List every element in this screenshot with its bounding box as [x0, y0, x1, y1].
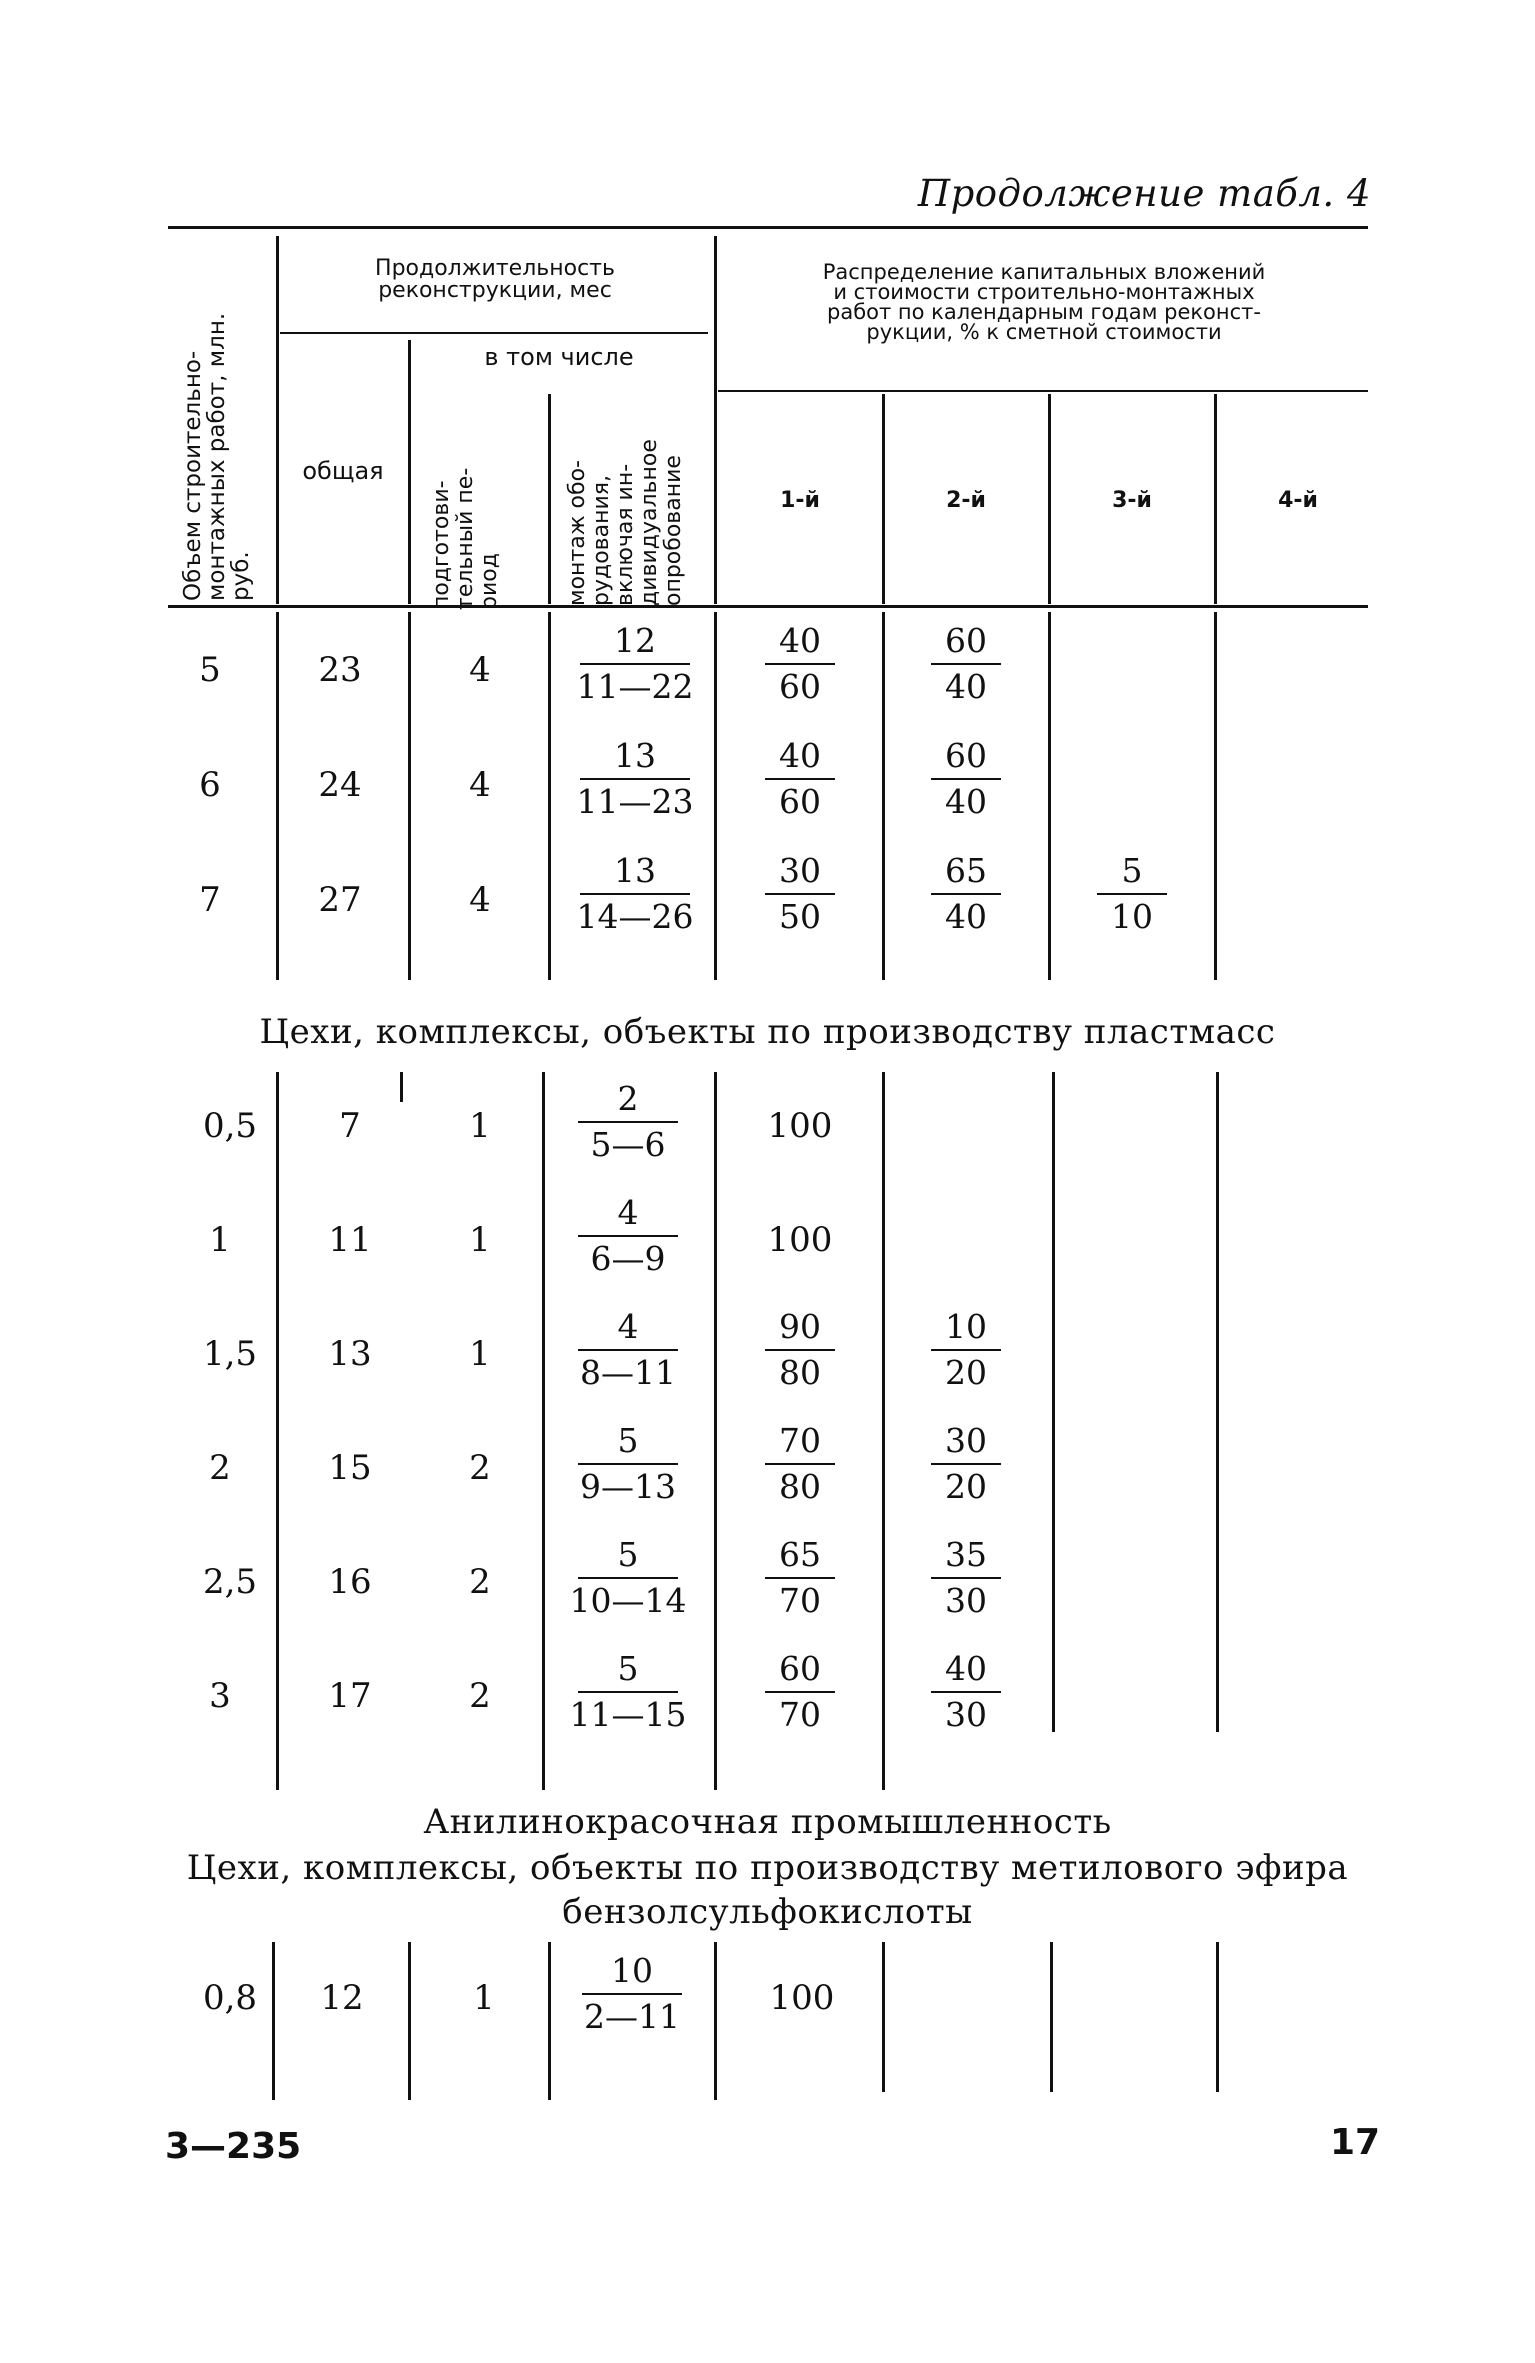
header-duration: Продолжительность реконструкции, мес: [375, 256, 615, 303]
section-title-ester: Цехи, комплексы, объекты по производству метилового эфира: [186, 1848, 1349, 1888]
body-vline: [1214, 612, 1217, 980]
install-num: 10: [611, 1951, 653, 1990]
year1-num: 40: [779, 621, 821, 660]
year2-num: 65: [945, 851, 987, 890]
install-num: 5: [617, 1535, 639, 1574]
header-vline: [276, 236, 279, 604]
year1-num: 60: [779, 1649, 821, 1688]
year1-fraction: [760, 622, 840, 706]
year3-den: 10: [1111, 897, 1153, 936]
volume-cell: 7: [199, 880, 221, 920]
install-den: 11—15: [569, 1695, 687, 1734]
prep-cell: 4: [469, 765, 491, 805]
header-top-rule: [168, 226, 1368, 229]
year2-fraction: [926, 737, 1006, 821]
header-vline: [714, 236, 717, 604]
year1-den: 80: [779, 1353, 821, 1392]
header-year2: 2-й: [946, 488, 986, 513]
year2-den: 20: [945, 1467, 987, 1506]
header-prep: подготови- тельный пе- риод: [429, 467, 502, 610]
total-cell: 23: [318, 650, 362, 690]
year1-num: 65: [779, 1535, 821, 1574]
install-fraction: [568, 1536, 688, 1620]
install-fraction: [570, 852, 700, 936]
volume-cell: 0,8: [202, 1978, 258, 2018]
body-vline: [1216, 1942, 1219, 2092]
volume-cell: 2: [209, 1448, 231, 1488]
volume-cell: 5: [199, 650, 221, 690]
volume-cell: 1,5: [202, 1334, 258, 1374]
year2-num: 35: [945, 1535, 987, 1574]
install-fraction: [570, 622, 700, 706]
table-caption: Продолжение табл. 4: [917, 172, 1371, 215]
year1-cell: 100: [769, 1978, 835, 2018]
header-year1: 1-й: [780, 488, 820, 513]
body-vline: [1216, 1072, 1219, 1732]
body-vline: [400, 1072, 403, 1102]
year2-fraction: [926, 1650, 1006, 1734]
year1-num: 90: [779, 1307, 821, 1346]
year2-num: 60: [945, 736, 987, 775]
install-den: 14—26: [576, 897, 694, 936]
year2-num: 30: [945, 1421, 987, 1460]
year3-num: 5: [1121, 851, 1143, 890]
year2-num: 40: [945, 1649, 987, 1688]
total-cell: 27: [318, 880, 362, 920]
section-title-ester-cont: бензолсульфокислоты: [562, 1892, 973, 1932]
body-vline: [714, 1072, 717, 1790]
header-vline: [548, 394, 551, 604]
install-den: 9—13: [580, 1467, 676, 1506]
body-vline: [542, 1072, 545, 1790]
install-num: 5: [617, 1649, 639, 1688]
header-year3: 3-й: [1112, 488, 1152, 513]
prep-cell: 2: [469, 1676, 491, 1716]
install-num: 2: [617, 1079, 639, 1118]
install-num: 12: [614, 621, 656, 660]
year2-fraction: [926, 852, 1006, 936]
header-year4: 4-й: [1278, 488, 1318, 513]
page-number: 17: [1330, 2122, 1381, 2163]
total-cell: 16: [328, 1562, 372, 1602]
year2-fraction: [926, 1536, 1006, 1620]
year1-cell: 100: [767, 1220, 833, 1260]
body-vline: [1052, 1072, 1055, 1732]
install-fraction: [568, 1650, 688, 1734]
prep-cell: 1: [469, 1334, 491, 1374]
install-fraction: [568, 1194, 688, 1278]
body-vline: [548, 1942, 551, 2100]
install-den: 2—11: [584, 1997, 680, 2036]
body-vline: [1048, 612, 1051, 980]
year1-fraction: [760, 737, 840, 821]
body-vline: [882, 1072, 885, 1790]
year1-fraction: [760, 852, 840, 936]
install-num: 4: [617, 1193, 639, 1232]
body-vline: [272, 1942, 275, 2100]
total-cell: 15: [328, 1448, 372, 1488]
install-den: 6—9: [590, 1239, 666, 1278]
prep-cell: 2: [469, 1562, 491, 1602]
header-vline: [1214, 394, 1217, 604]
year3-fraction: [1092, 852, 1172, 936]
header-vline: [1048, 394, 1051, 604]
install-den: 8—11: [580, 1353, 676, 1392]
header-volume: Объем строительно- монтажных работ, млн. руб.: [180, 312, 254, 601]
install-num: 13: [614, 736, 656, 775]
install-fraction: [568, 1308, 688, 1392]
body-vline: [882, 1942, 885, 2092]
year2-den: 40: [945, 897, 987, 936]
install-den: 11—23: [576, 782, 694, 821]
prep-cell: 1: [473, 1978, 495, 2018]
body-vline: [1050, 1942, 1053, 2092]
year1-den: 60: [779, 782, 821, 821]
year1-fraction: [760, 1308, 840, 1392]
year2-den: 20: [945, 1353, 987, 1392]
year2-num: 10: [945, 1307, 987, 1346]
body-vline: [408, 612, 411, 980]
header-vline: [408, 340, 411, 604]
section-title-plastics: Цехи, комплексы, объекты по производству пластмасс: [259, 1012, 1276, 1052]
install-num: 5: [617, 1421, 639, 1460]
volume-cell: 0,5: [202, 1106, 258, 1146]
install-num: 13: [614, 851, 656, 890]
install-fraction: [568, 1080, 688, 1164]
prep-cell: 4: [469, 650, 491, 690]
install-num: 4: [617, 1307, 639, 1346]
year1-cell: 100: [767, 1106, 833, 1146]
header-general: общая: [302, 457, 384, 485]
prep-cell: 1: [469, 1106, 491, 1146]
year1-den: 50: [779, 897, 821, 936]
install-den: 11—22: [576, 667, 694, 706]
year1-num: 40: [779, 736, 821, 775]
year2-fraction: [926, 1308, 1006, 1392]
prep-cell: 1: [469, 1220, 491, 1260]
install-den: 10—14: [569, 1581, 687, 1620]
year1-den: 70: [779, 1581, 821, 1620]
year2-num: 60: [945, 621, 987, 660]
duration-sub-rule: [280, 332, 708, 334]
body-vline: [276, 612, 279, 980]
year1-den: 60: [779, 667, 821, 706]
body-vline: [276, 1072, 279, 1790]
total-cell: 12: [320, 1978, 364, 2018]
volume-cell: 6: [199, 765, 221, 805]
year1-fraction: [760, 1422, 840, 1506]
header-distribution: Распределение капитальных вложений и стоимости строительно-монтажных работ по календарным годам реконст- рукции, % к сметной стоимости: [822, 260, 1266, 344]
distribution-sub-rule: [718, 390, 1368, 392]
header-vline: [882, 394, 885, 604]
year2-den: 30: [945, 1695, 987, 1734]
body-vline: [548, 612, 551, 980]
prep-cell: 4: [469, 880, 491, 920]
header-bottom-rule: [168, 605, 1368, 608]
install-den: 5—6: [590, 1125, 666, 1164]
body-vline: [408, 1942, 411, 2100]
body-vline: [882, 612, 885, 980]
total-cell: 17: [328, 1676, 372, 1716]
body-vline: [714, 612, 717, 980]
year2-fraction: [926, 1422, 1006, 1506]
section-title-aniline: Анилинокрасочная промышленность: [423, 1802, 1112, 1842]
total-cell: 24: [318, 765, 362, 805]
prep-cell: 2: [469, 1448, 491, 1488]
volume-cell: 1: [209, 1220, 231, 1260]
total-cell: 13: [328, 1334, 372, 1374]
header-install: монтаж обо- рудования, включая ин- дивидуальное опробование: [565, 439, 686, 606]
install-fraction: [572, 1952, 692, 2036]
year1-num: 30: [779, 851, 821, 890]
year2-fraction: [926, 622, 1006, 706]
total-cell: 7: [339, 1106, 361, 1146]
year2-den: 40: [945, 667, 987, 706]
header-including: в том числе: [484, 343, 634, 371]
install-fraction: [570, 737, 700, 821]
volume-cell: 3: [209, 1676, 231, 1716]
body-vline: [714, 1942, 717, 2100]
year2-den: 30: [945, 1581, 987, 1620]
year1-den: 80: [779, 1467, 821, 1506]
year1-den: 70: [779, 1695, 821, 1734]
year1-fraction: [760, 1650, 840, 1734]
year1-num: 70: [779, 1421, 821, 1460]
document-code: 3—235: [165, 2126, 302, 2167]
year1-fraction: [760, 1536, 840, 1620]
year2-den: 40: [945, 782, 987, 821]
install-fraction: [568, 1422, 688, 1506]
total-cell: 11: [328, 1220, 372, 1260]
volume-cell: 2,5: [202, 1562, 258, 1602]
